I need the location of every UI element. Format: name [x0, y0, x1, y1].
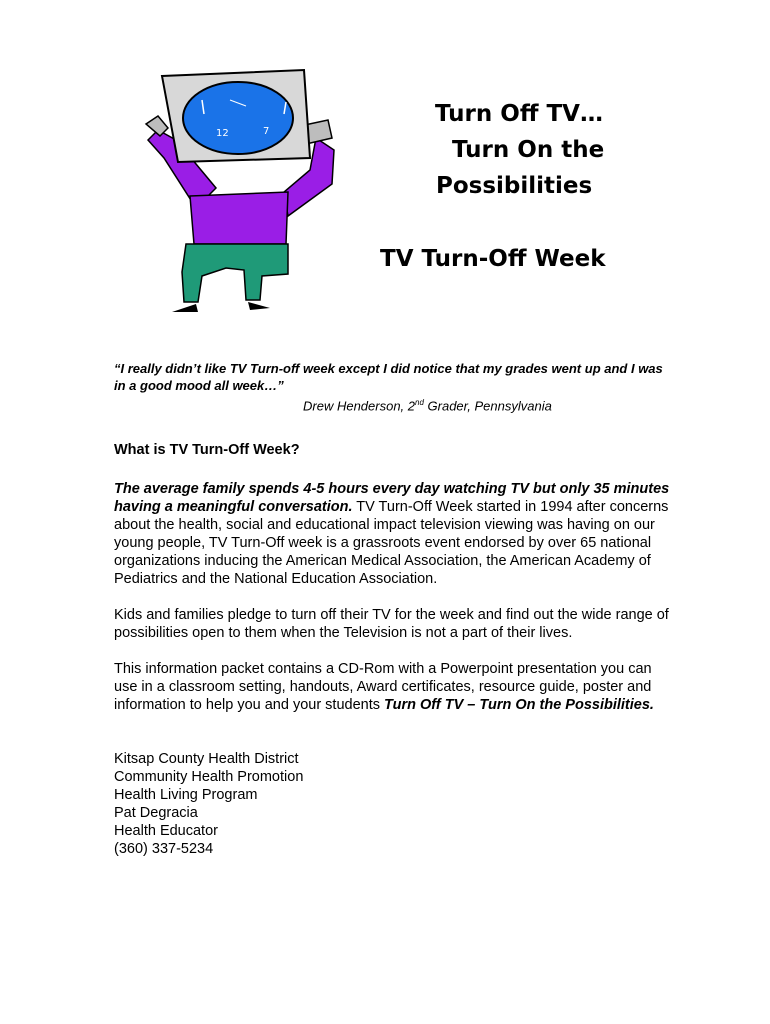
- contact-title: Health Educator: [114, 823, 218, 840]
- attribution-detail: Grader, Pennsylvania: [423, 398, 552, 414]
- title-line-3: Possibilities: [436, 173, 593, 199]
- quote-attribution: [114, 394, 674, 414]
- paragraph-intro: [114, 480, 674, 588]
- attribution-name: Drew Henderson, 2: [303, 398, 415, 414]
- tv-head-figure-svg: [138, 66, 348, 318]
- contact-program: Health Living Program: [114, 787, 258, 804]
- packet-slogan: Turn Off TV – Turn On the Possibilities.: [384, 697, 654, 714]
- tv-head-cartoon: [138, 66, 348, 318]
- paragraph-pledge: Kids and families pledge to turn off their TV for the week and find out the wide range of possibilities open to them when the Television is not a part of their lives.: [114, 607, 669, 642]
- attribution-superscript: nd: [415, 398, 424, 407]
- title-line-1: Turn Off TV…: [435, 101, 603, 127]
- contact-block: [114, 750, 674, 858]
- title-event-name: TV Turn-Off Week: [380, 246, 606, 272]
- title-line-2: Turn On the: [452, 137, 605, 163]
- packet-text: This information packet contains a CD-Rom with a Powerpoint presentation you can use in a classroom setting, handouts, Award certificates, resource guide, poster and information to help you and your students: [114, 661, 652, 714]
- section-heading: What is TV Turn-Off Week?: [114, 442, 300, 459]
- paragraph-packet: [114, 660, 674, 714]
- contact-department: Community Health Promotion: [114, 769, 304, 786]
- clock-number-7: 7: [263, 126, 270, 137]
- document-body: [114, 360, 674, 858]
- clock-number-12: 12: [216, 128, 229, 139]
- intro-text: TV Turn-Off Week started in 1994 after concerns about the health, social and educational impact television viewing was having on our young people, TV Turn-Off week is a grassroots event endorsed by over 65 national organizations inducing the American Medical Association, the American Academy of Pediatrics and the National Education Association.: [114, 499, 669, 588]
- testimonial-quote: “I really didn’t like TV Turn-off week except I did notice that my grades went up and I was in a good mood all week…”: [114, 361, 663, 393]
- intro-emphasis: The average family spends 4-5 hours every day watching TV but only 35 minutes having a meaningful conversation.: [114, 481, 670, 516]
- contact-organization: Kitsap County Health District: [114, 751, 299, 768]
- contact-name: Pat Degracia: [114, 805, 198, 822]
- page-title-block: [380, 96, 680, 277]
- contact-phone: (360) 337-5234: [114, 841, 214, 858]
